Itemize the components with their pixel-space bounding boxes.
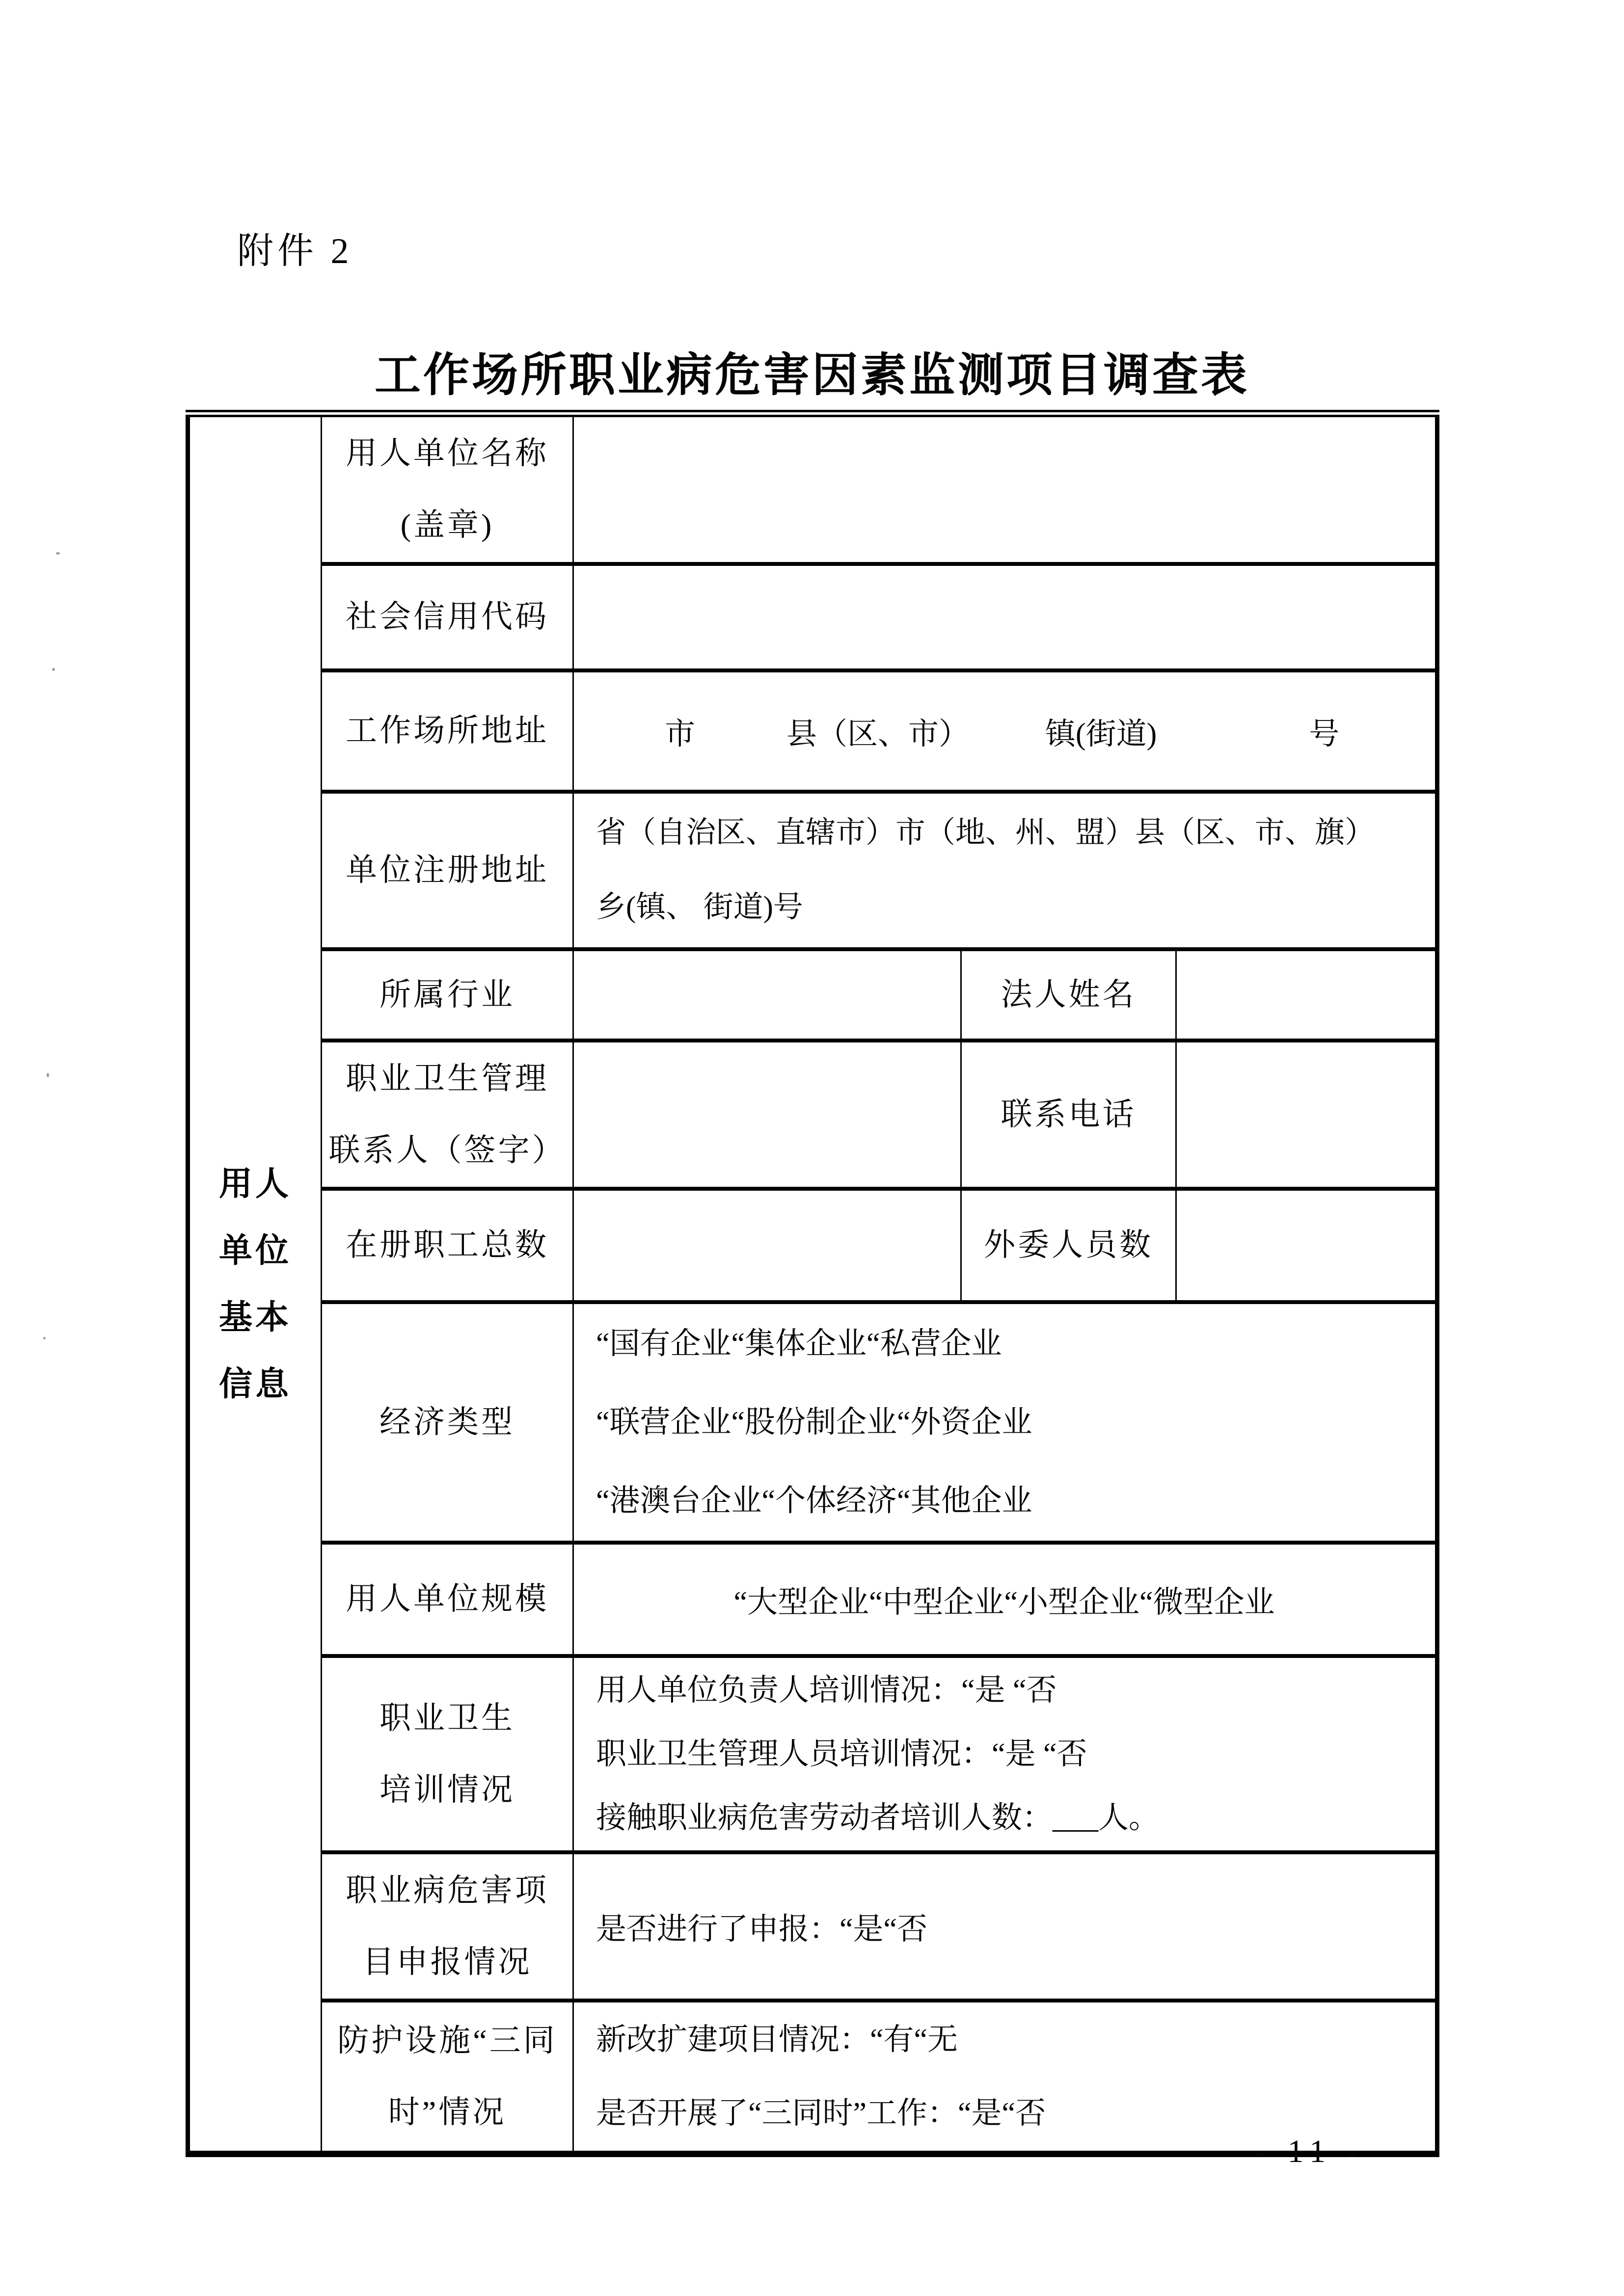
row-label-registered-address <box>322 792 573 949</box>
value-cell-outsourced-staff <box>1176 1189 1437 1302</box>
row-label-line: 单位注册地址 <box>346 853 549 887</box>
row-label-line: 联系电话 <box>1001 1096 1137 1132</box>
value-line: 是否进行了申报：“是“否 <box>596 1913 928 1946</box>
row-label-line: 所属行业 <box>379 977 515 1012</box>
value-line: “联营企业“股份制企业“外资企业 <box>596 1405 1032 1439</box>
value-cell-health-contact <box>573 1041 961 1189</box>
row-label-registered-staff <box>322 1189 573 1302</box>
row-label-health-contact <box>322 1041 573 1189</box>
table-row <box>188 414 1437 564</box>
value-cell-contact-phone <box>1176 1041 1437 1189</box>
table-row <box>188 1189 1437 1302</box>
table-row <box>188 1852 1437 2001</box>
section-header-line: 单位 <box>218 1231 292 1269</box>
row-label-health-training <box>322 1656 573 1852</box>
row-label-line: 职业病危害项 <box>346 1872 549 1908</box>
row-label-line: 法人姓名 <box>1001 977 1137 1012</box>
section-header-cell <box>188 414 322 2154</box>
page-number: - 11 - <box>1255 2134 1365 2169</box>
value-line: 乡(镇、 街道)号 <box>596 891 803 924</box>
value-cell-employer-scale <box>573 1543 1437 1656</box>
scan-noise-dot <box>47 1073 49 1077</box>
row-label-contact-phone <box>961 1041 1176 1189</box>
row-label-credit-code <box>322 564 573 670</box>
value-cell-credit-code <box>573 564 1437 670</box>
section-header-line: 信息 <box>218 1365 292 1403</box>
row-label-line: 防护设施“三同 <box>337 2023 557 2058</box>
row-label-line: 时”情况 <box>388 2094 507 2130</box>
value-cell-health-training <box>573 1656 1437 1852</box>
row-label-workplace-address <box>322 670 573 792</box>
value-line: 是否开展了“三同时”工作：“是“否 <box>596 2096 1046 2130</box>
table-row <box>188 949 1437 1041</box>
value-line: 职业卫生管理人员培训情况：“是 “否 <box>596 1737 1087 1771</box>
scan-noise-dot <box>56 552 60 555</box>
row-label-line: 用人单位名称 <box>346 436 549 471</box>
value-cell-registered-staff <box>573 1189 961 1302</box>
scan-noise-dot <box>43 1337 46 1339</box>
table-row <box>188 2001 1437 2154</box>
table-row <box>188 1656 1437 1852</box>
value-cell-registered-address <box>573 792 1437 949</box>
row-label-line: 在册职工总数 <box>346 1228 549 1262</box>
row-label-employer-scale <box>322 1543 573 1656</box>
row-label-line: 联系人（签字） <box>328 1132 566 1168</box>
value-line: 接触职业病危害劳动者培训人数：___人。 <box>596 1801 1160 1835</box>
table-row <box>188 1543 1437 1656</box>
value-cell-employer-name <box>573 414 1437 564</box>
value-cell-economic-type <box>573 1302 1437 1543</box>
row-label-legal-person <box>961 949 1176 1041</box>
table-row <box>188 1041 1437 1189</box>
attachment-label: 附件 2 <box>237 231 353 271</box>
row-label-line: 经济类型 <box>379 1404 515 1440</box>
row-label-three-simultaneous <box>322 2001 573 2154</box>
row-label-economic-type <box>322 1302 573 1543</box>
value-cell-three-simultaneous <box>573 2001 1437 2154</box>
value-line: “大型企业“中型企业“小型企业“微型企业 <box>733 1585 1275 1619</box>
survey-table <box>186 410 1439 2157</box>
table-row <box>188 1302 1437 1543</box>
row-label-line: 社会信用代码 <box>346 599 549 634</box>
value-line: 省（自治区、直辖市）市（地、州、盟）县（区、市、旗） <box>596 816 1375 849</box>
page-title: 工作场所职业病危害因素监测项目调查表 <box>374 350 1249 401</box>
row-label-line: 培训情况 <box>379 1772 515 1807</box>
section-header-line: 用人 <box>218 1165 292 1202</box>
row-label-line: 职业卫生 <box>379 1700 515 1735</box>
table-row <box>188 792 1437 949</box>
row-label-line: 用人单位规模 <box>346 1581 549 1616</box>
row-label-line: 工作场所地址 <box>346 713 549 748</box>
row-label-employer-name <box>322 414 573 564</box>
value-line: 市 县（区、市） 镇(街道) 号 <box>665 717 1340 751</box>
row-label-outsourced-staff <box>961 1189 1176 1302</box>
value-line: “港澳台企业“个体经济“其他企业 <box>596 1484 1032 1518</box>
table-row <box>188 670 1437 792</box>
value-line: 新改扩建项目情况：“有“无 <box>596 2023 958 2056</box>
value-cell-workplace-address <box>573 670 1437 792</box>
value-cell-legal-person <box>1176 949 1437 1041</box>
row-label-hazard-declaration <box>322 1852 573 2001</box>
row-label-line: (盖章) <box>400 507 494 543</box>
row-label-line: 外委人员数 <box>984 1228 1153 1262</box>
row-label-industry <box>322 949 573 1041</box>
value-cell-industry <box>573 949 961 1041</box>
value-line: 用人单位负责人培训情况：“是 “否 <box>596 1673 1057 1707</box>
value-cell-hazard-declaration <box>573 1852 1437 2001</box>
table-row <box>188 564 1437 670</box>
scan-noise-dot <box>52 668 55 671</box>
row-label-line: 目申报情况 <box>362 1944 532 1979</box>
row-label-line: 职业卫生管理 <box>346 1061 549 1096</box>
section-header-line: 基本 <box>218 1298 292 1336</box>
value-line: “国有企业“集体企业“私营企业 <box>596 1327 1002 1361</box>
